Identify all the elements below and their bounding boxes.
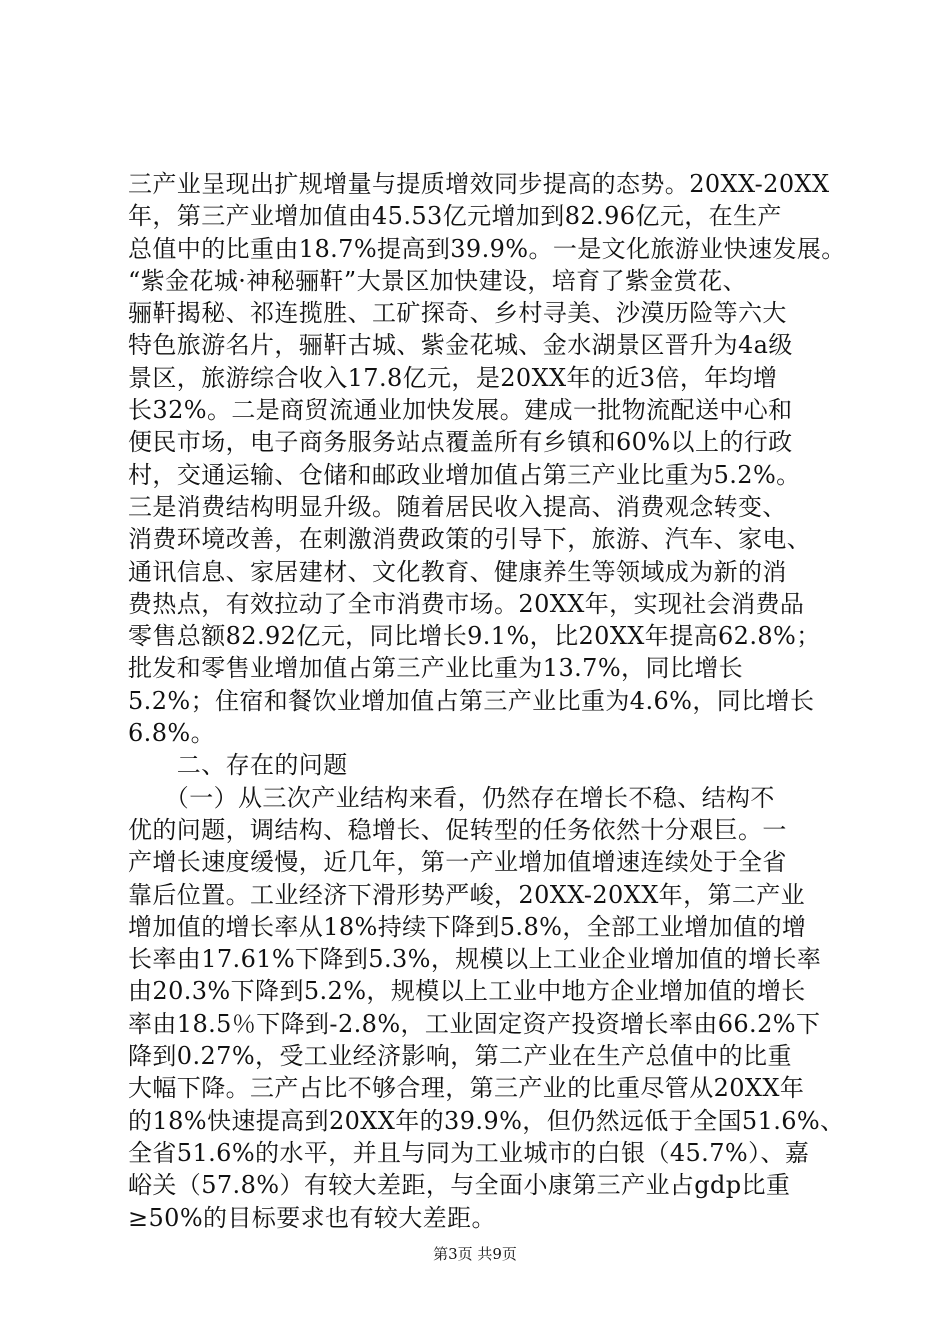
text-line: 景区，旅游综合收入17.8亿元，是20XX年的近3倍，年均增 — [128, 363, 778, 392]
text-line: 长率由17.61%下降到5.3%，规模以上工业企业增加值的增长率 — [128, 945, 822, 974]
page-footer: 第3页 共9页 — [433, 1245, 517, 1263]
text-line: 零售总额82.92亿元，同比增长9.1%，比20XX年提高62.8%； — [128, 622, 821, 651]
text-line: （一）从三次产业结构来看，仍然存在增长不稳、结构不 — [128, 783, 775, 812]
text-line: 的18%快速提高到20XX年的39.9%，但仍然远低于全国51.6%、 — [128, 1106, 845, 1135]
text-line: 三是消费结构明显升级。随着居民收入提高、消费观念转变、 — [128, 492, 787, 521]
text-line: 全省51.6%的水平，并且与同为工业城市的白银（45.7%）、嘉 — [128, 1138, 810, 1167]
text-line: 二、存在的问题 — [128, 751, 348, 780]
text-line: 便民市场，电子商务服务站点覆盖所有乡镇和60%以上的行政 — [128, 428, 793, 457]
text-line: 骊靬揭秘、祁连揽胜、工矿探奇、乡村寻美、沙漠历险等六大 — [128, 299, 787, 328]
text-line: 峪关（57.8%）有较大差距，与全面小康第三产业占gdp比重 — [128, 1171, 791, 1200]
text-line: 降到0.27%，受工业经济影响，第二产业在生产总值中的比重 — [128, 1042, 792, 1071]
text-line: 批发和零售业增加值占第三产业比重为13.7%，同比增长 — [128, 654, 744, 683]
text-line: 增加值的增长率从18%持续下降到5.8%，全部工业增加值的增 — [128, 912, 807, 941]
text-line: 6.8%。 — [128, 719, 215, 748]
text-line: 长32%。二是商贸流通业加快发展。建成一批物流配送中心和 — [128, 396, 793, 425]
text-line: 产增长速度缓慢，近几年，第一产业增加值增速连续处于全省 — [128, 848, 787, 877]
text-line: 5.2%；住宿和餐饮业增加值占第三产业比重为4.6%，同比增长 — [128, 686, 815, 715]
text-line: 特色旅游名片，骊靬古城、紫金花城、金水湖景区晋升为4a级 — [128, 331, 793, 360]
body-text — [128, 168, 846, 1234]
text-line: 靠后位置。工业经济下滑形势严峻，20XX-20XX年，第二产业 — [128, 880, 806, 909]
text-line: 由20.3%下降到5.2%，规模以上工业中地方企业增加值的增长 — [128, 977, 806, 1006]
text-line: 通讯信息、家居建材、文化教育、健康养生等领域成为新的消 — [128, 557, 787, 586]
text-line: 费热点，有效拉动了全市消费市场。20XX年，实现社会消费品 — [128, 589, 805, 618]
text-line: ≥50%的目标要求也有较大差距。 — [128, 1203, 496, 1232]
text-line: 年，第三产业增加值由45.53亿元增加到82.96亿元，在生产 — [128, 202, 782, 231]
text-line: 村，交通运输、仓储和邮政业增加值占第三产业比重为5.2%。 — [128, 460, 801, 489]
text-line: 总值中的比重由18.7%提高到39.9%。一是文化旅游业快速发展。 — [128, 234, 846, 263]
text-line: 优的问题，调结构、稳增长、促转型的任务依然十分艰巨。一 — [128, 815, 787, 844]
text-line: 率由18.5％下降到-2.8%，工业固定资产投资增长率由66.2%下 — [128, 1009, 821, 1038]
text-line: 三产业呈现出扩规增量与提质增效同步提高的态势。20XX-20XX — [128, 170, 830, 198]
text-line: 消费环境改善，在刺激消费政策的引导下，旅游、汽车、家电、 — [128, 525, 812, 554]
text-line: “紫金花城·神秘骊靬”大景区加快建设，培育了紫金赏花、 — [128, 266, 747, 295]
text-line: 大幅下降。三产占比不够合理，第三产业的比重尽管从20XX年 — [128, 1074, 805, 1103]
